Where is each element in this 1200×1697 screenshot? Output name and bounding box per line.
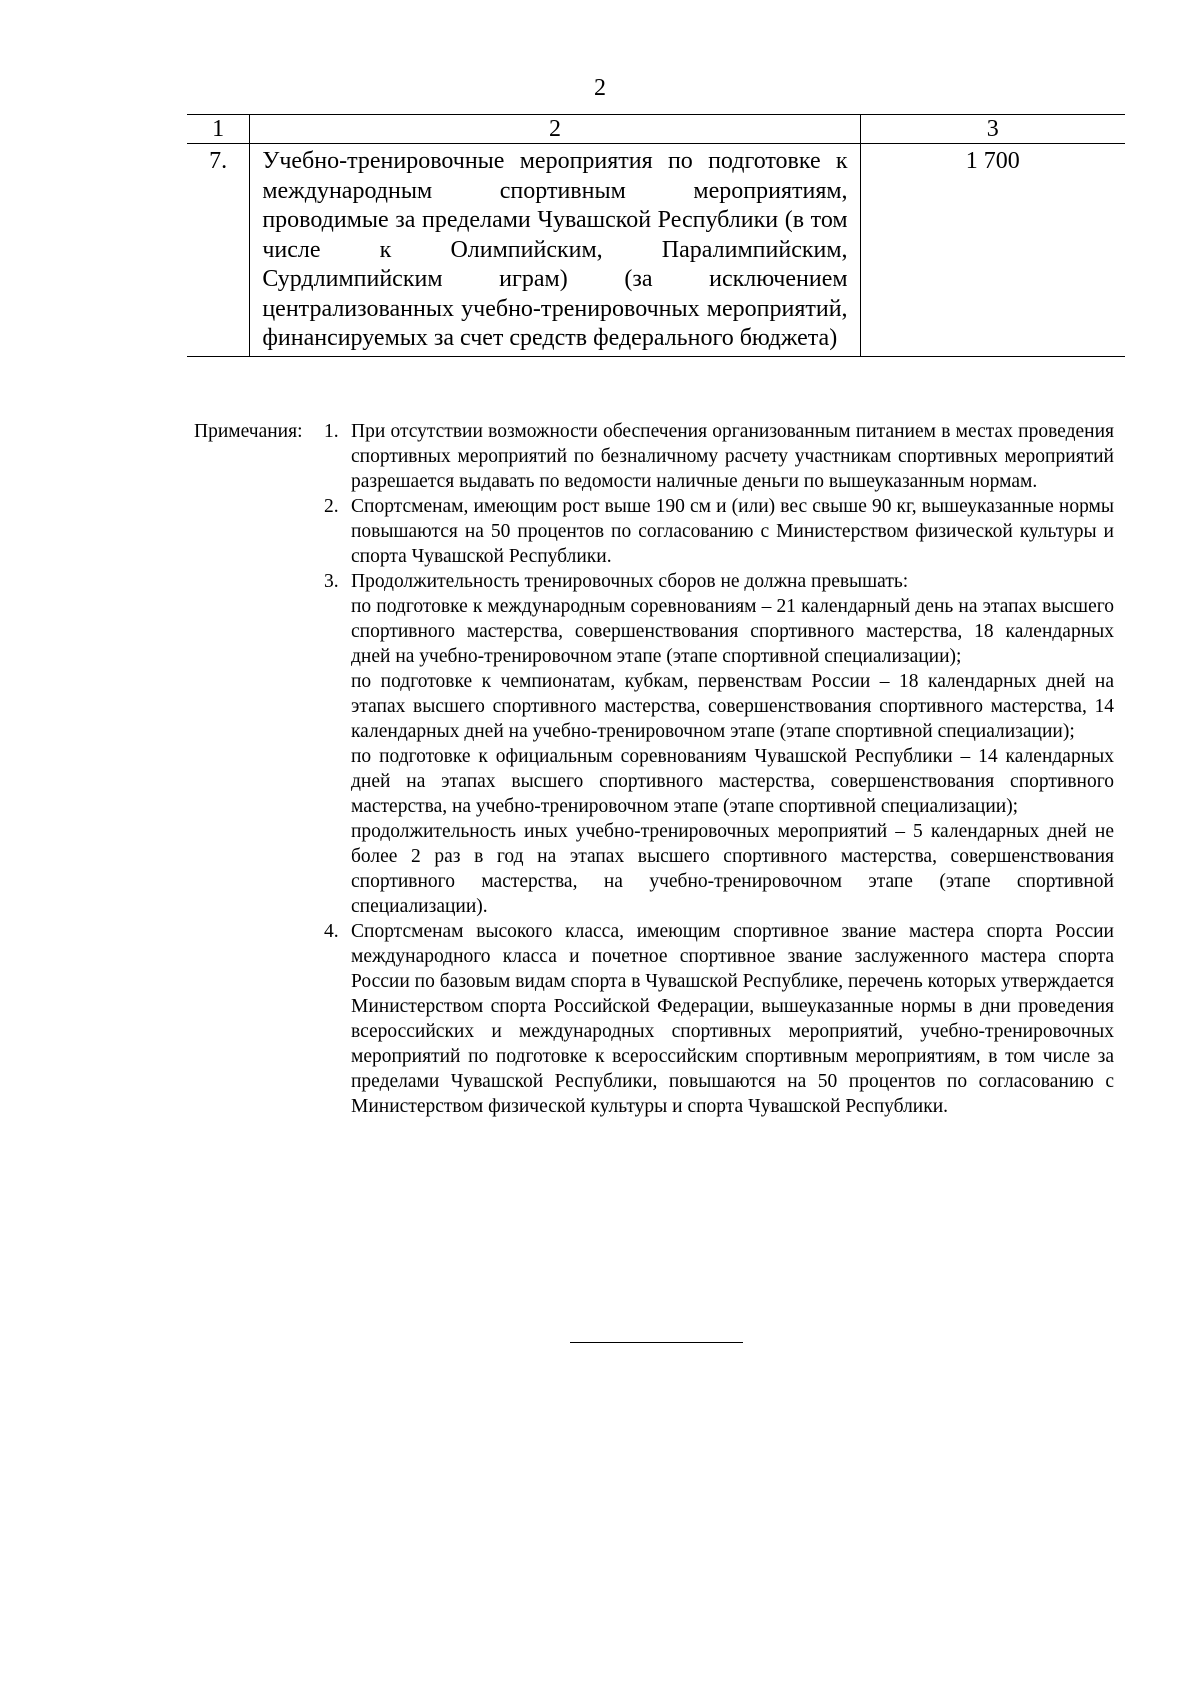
note-item-4 — [194, 919, 1114, 1119]
end-divider — [570, 1342, 743, 1343]
note-item-1 — [194, 419, 1114, 494]
note-number: 2. — [324, 496, 339, 517]
note-paragraph: Спортсменам высокого класса, имеющим спортивное звание мастера спорта России международного класса и почетное спортивное звание заслуженного мастера спорта России по базовым видам спорта в Чувашской Республике, перечень которых утверждается Министерством спорта Российской Федерации, вышеуказанные нормы в дни проведения всероссийских и международных спортивных мероприятий, учебно-тренировочных мероприятий по подготовке к всероссийским спортивным мероприятиям, в том числе за пределами Чувашской Республики, повышаются на 50 процентов по согласованию с Министерством физической культуры и спорта Чувашской Республики. — [351, 921, 1114, 1117]
note-paragraph: продолжительность иных учебно-тренировочных мероприятий – 5 календарных дней не более 2 раз в год на этапах высшего спортивного мастерства, совершенствования спортивного мастерства, на учебно-тренировочном этапе (этапе спортивной специализации). — [351, 821, 1114, 917]
note-paragraph: Продолжительность тренировочных сборов не должна превышать: — [351, 571, 909, 592]
row-description: Учебно-тренировочные мероприятия по подготовке к международным спортивным мероприятиям, проводимые за пределами Чувашской Республики (в том числе к Олимпийским, Паралимпийским, Сурдлимпийским играм) (за исключением централизованных учебно-тренировочных мероприятий, финансируемых за счет средств федерального бюджета) — [250, 144, 860, 357]
column-header-3: 3 — [860, 115, 1125, 144]
note-paragraph: Спортсменам, имеющим рост выше 190 см и (или) вес свыше 90 кг, вышеуказанные нормы повышаются на 50 процентов по согласованию с Министерством физической культуры и спорта Чувашской Республики. — [351, 496, 1114, 567]
note-paragraph: по подготовке к официальным соревнованиям Чувашской Республики – 14 календарных дней на этапах высшего спортивного мастерства, совершенствования спортивного мастерства, на учебно-тренировочном этапе (этапе спортивной специализации); — [351, 746, 1114, 817]
row-number: 7. — [187, 144, 250, 357]
notes-label: Примечания: — [194, 421, 303, 442]
note-number: 3. — [324, 571, 339, 592]
norms-table — [187, 114, 1125, 357]
note-item-3 — [194, 569, 1114, 919]
note-number: 1. — [324, 421, 339, 442]
note-number: 4. — [324, 921, 339, 942]
table-header-row — [187, 115, 1125, 144]
notes-section — [194, 419, 1114, 1119]
column-header-2: 2 — [250, 115, 860, 144]
note-paragraph: по подготовке к международным соревнованиям – 21 календарный день на этапах высшего спортивного мастерства, совершенствования спортивного мастерства, 18 календарных дней на учебно-тренировочном этапе (этапе спортивной специализации); — [351, 596, 1114, 667]
note-item-2 — [194, 494, 1114, 569]
note-paragraph: по подготовке к чемпионатам, кубкам, первенствам России – 18 календарных дней на этапах высшего спортивного мастерства, совершенствования спортивного мастерства, 14 календарных дней на учебно-тренировочном этапе (этапе спортивной специализации); — [351, 671, 1114, 742]
table-row — [187, 144, 1125, 357]
note-paragraph: При отсутствии возможности обеспечения организованным питанием в местах проведения спортивных мероприятий по безналичному расчету участникам спортивных мероприятий разрешается выдавать по ведомости наличные деньги по вышеуказанным нормам. — [351, 421, 1114, 492]
column-header-1: 1 — [187, 115, 250, 144]
row-value: 1 700 — [860, 144, 1125, 357]
page-number: 2 — [594, 75, 606, 101]
